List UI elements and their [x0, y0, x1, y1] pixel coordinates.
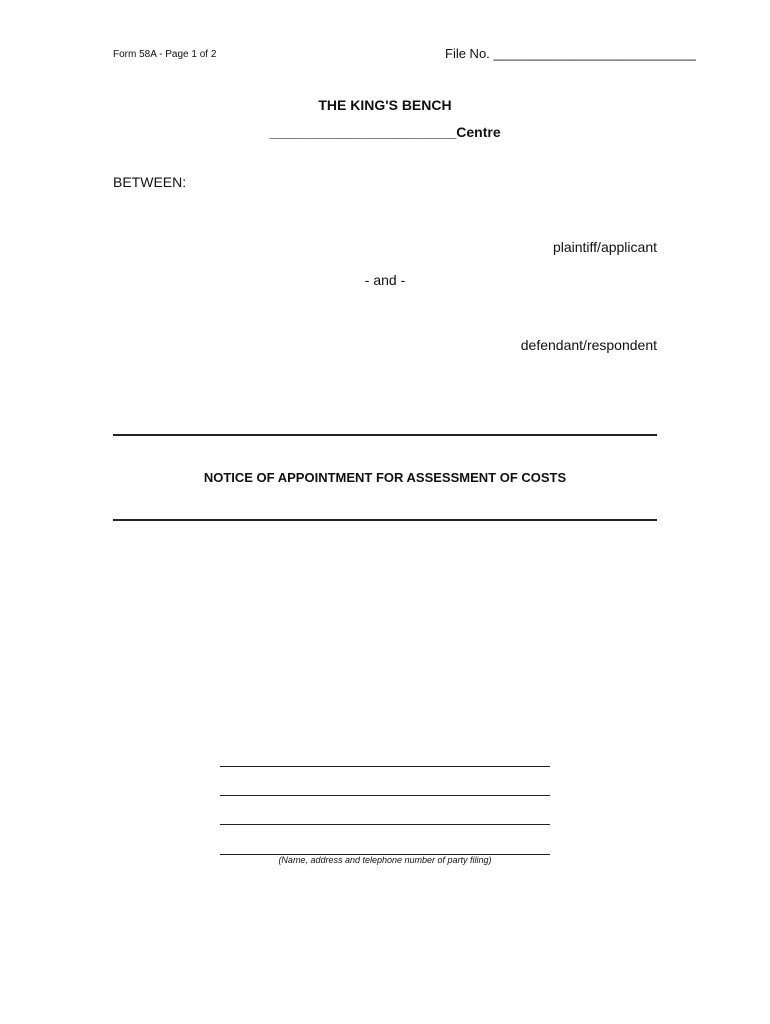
- filing-party-line-1[interactable]: [220, 766, 550, 767]
- court-name-heading: THE KING'S BENCH: [318, 97, 452, 113]
- party-separator: - and -: [364, 272, 406, 288]
- plaintiff-role-label: plaintiff/applicant: [552, 239, 657, 255]
- filing-party-line-2[interactable]: [220, 795, 550, 796]
- defendant-role-label: defendant/respondent: [520, 337, 657, 353]
- between-label: BETWEEN:: [113, 174, 187, 190]
- title-divider-top: [113, 434, 657, 436]
- file-number-field[interactable]: File No. ____________________________: [445, 46, 696, 61]
- title-divider-bottom: [113, 519, 657, 521]
- filing-party-line-3[interactable]: [220, 824, 550, 825]
- filing-party-caption: (Name, address and telephone number of party filing): [278, 855, 492, 865]
- notice-title: NOTICE OF APPOINTMENT FOR ASSESSMENT OF COSTS: [203, 470, 567, 485]
- judicial-centre-field[interactable]: ________________________Centre: [269, 124, 501, 140]
- form-number-label: Form 58A - Page 1 of 2: [113, 49, 217, 60]
